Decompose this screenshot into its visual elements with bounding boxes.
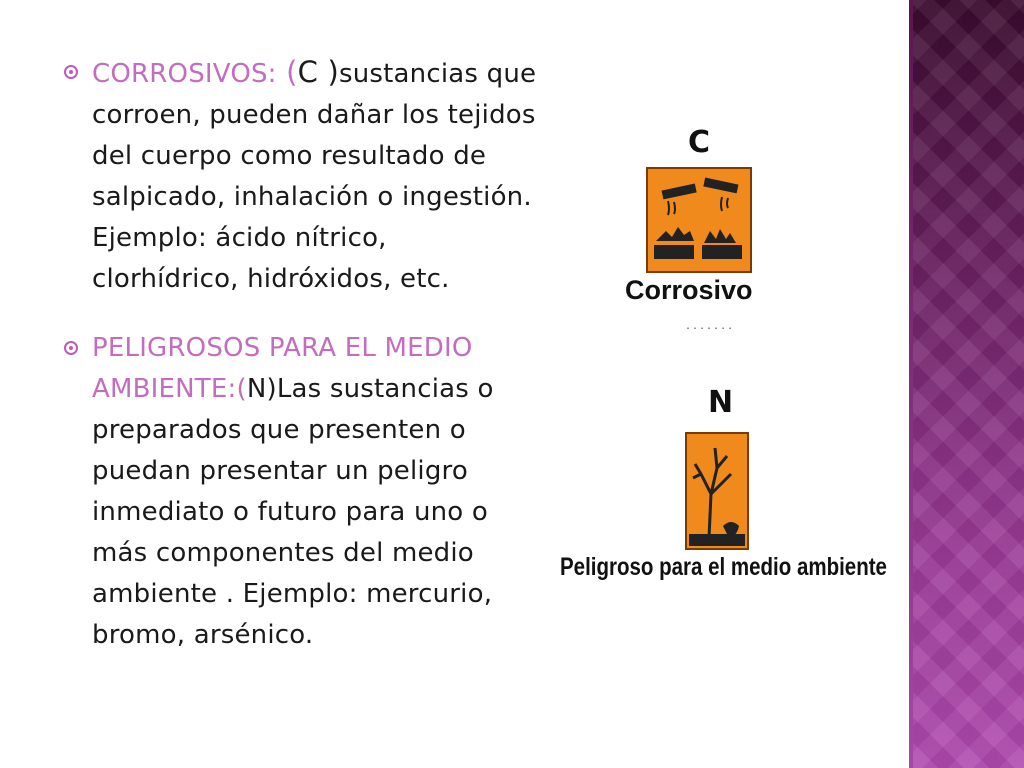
keyword-corrosivos: CORROSIVOS: <box>92 59 277 89</box>
bullet-icon <box>64 65 78 79</box>
corrosive-pictogram <box>646 167 752 273</box>
text-corrosivos: sustancias que corroen, pueden dañar los tejidos del cuerpo como resultado de salpicado, inhalación o ingestión. Ejemplo: ácido nítrico, <box>92 59 537 253</box>
text-medio-ambiente: Las sustancias o preparados que presenten o puedan presentar un peligro inmediato o futuro para uno o más componentes del medio ambiente . Ejemplo: mercurio, bromo, arsénico. <box>92 374 494 650</box>
environment-label: Peligroso para el medio ambiente <box>560 553 887 581</box>
code-corrosivos: C ) <box>297 55 339 89</box>
slide-content <box>58 52 548 656</box>
bullet-medio-ambiente <box>58 328 548 656</box>
corrosive-letter: C <box>688 125 711 160</box>
corrosive-icon <box>648 169 750 271</box>
decorative-side-panel <box>913 0 1024 768</box>
code-medio-ambiente: N) <box>246 374 277 404</box>
corrosive-dots: ....... <box>685 321 735 332</box>
environment-pictogram <box>685 432 749 550</box>
bullet-corrosivos <box>58 52 548 300</box>
code-open: ( <box>276 55 298 89</box>
keyword-medio-ambiente: PELIGROSOS PARA EL MEDIO AMBIENTE:( <box>92 333 473 404</box>
text-corrosivos-tail: clorhídrico, hidróxidos, etc. <box>92 264 450 294</box>
environment-letter: N <box>708 385 734 420</box>
corrosive-label: Corrosivo <box>625 275 753 305</box>
corrosive-symbol <box>620 125 780 345</box>
dead-tree-icon <box>687 434 747 548</box>
bullet-icon <box>64 341 78 355</box>
environment-symbol <box>555 385 885 605</box>
